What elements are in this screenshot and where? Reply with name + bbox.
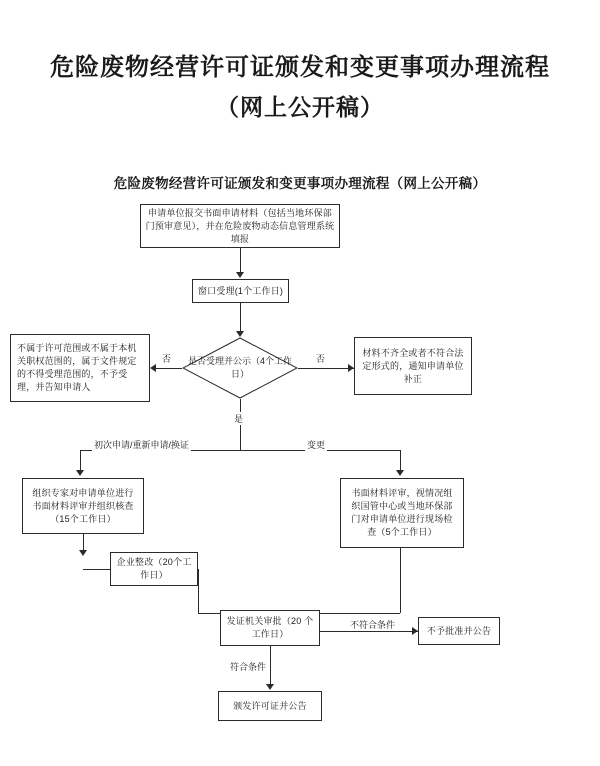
page-title-line1: 危险废物经营许可证颁发和变更事项办理流程 <box>50 55 550 81</box>
node-application-submission: 申请单位报交书面申请材料（包括当地环保部门预审意见），并在危险废物动态信息管理系统填报 <box>140 204 340 248</box>
node-issue-license: 颁发许可证并公告 <box>218 691 322 721</box>
connector-rectify-approval <box>198 569 199 613</box>
node-not-in-scope: 不属于许可范围或不属于本机关职权范围的，属于文件规定的不得受理范围的，不予受理，并告知申请人 <box>10 334 150 402</box>
connector-approval-issue <box>270 646 271 686</box>
node-not-approved: 不予批准并公告 <box>418 617 500 645</box>
edge-label-first-apply: 初次申请/重新申请/换证 <box>94 440 190 450</box>
edge-label-yes: 是 <box>234 414 244 424</box>
connector-rectify-approval-h <box>198 613 220 614</box>
connector-approval-notapproved <box>320 631 418 632</box>
node-issuing-authority-approval: 发证机关审批（20 个工作日） <box>220 610 320 646</box>
connector-decision-left <box>156 368 182 369</box>
edge-label-no-right: 否 <box>316 354 326 364</box>
page-title-line2: （网上公开稿） <box>216 95 384 120</box>
node-expert-review: 组织专家对申请单位进行书面材料评审并组织核查（15个工作日） <box>22 478 144 534</box>
node-decision-accept-and-publicize <box>182 337 298 399</box>
decision-label: 是否受理并公示（4个工作日） <box>187 356 292 379</box>
edge-label-change: 变更 <box>307 440 326 450</box>
connector-rectify-in <box>83 569 110 570</box>
flowchart-title: 危险废物经营许可证颁发和变更事项办理流程（网上公开稿） <box>113 176 487 191</box>
connector-decision-right <box>298 368 354 369</box>
node-material-incomplete: 材料不齐全或者不符合法定形式的，通知申请单位补正 <box>354 337 472 395</box>
node-window-acceptance: 窗口受理(1个工作日) <box>192 279 289 303</box>
arrowhead-review-rectify <box>79 550 87 556</box>
arrowhead-decision-right <box>348 364 354 372</box>
edge-label-not-qualified: 不符合条件 <box>350 620 396 630</box>
edge-label-qualified: 符合条件 <box>230 662 267 672</box>
arrowhead-split-right <box>396 470 404 476</box>
node-site-check: 书面材料评审，视情况组织国管中心或当地环保部门对申请单位进行现场检查（5个工作日） <box>340 478 464 548</box>
arrowhead-split-left <box>76 470 84 476</box>
connector-sitecheck-approval-h <box>320 613 400 614</box>
connector-accept-decision <box>240 303 241 333</box>
page-title <box>0 48 600 128</box>
edge-label-no-left: 否 <box>162 354 172 364</box>
connector-split-left <box>80 450 81 472</box>
connector-split-right <box>400 450 401 472</box>
arrowhead-apply-accept <box>236 272 244 278</box>
node-enterprise-rectification: 企业整改（20个工作日） <box>110 552 198 586</box>
connector-apply-accept <box>240 248 241 274</box>
arrowhead-approval-issue <box>266 684 274 690</box>
arrowhead-decision-left <box>150 364 156 372</box>
connector-sitecheck-approval <box>400 548 401 613</box>
